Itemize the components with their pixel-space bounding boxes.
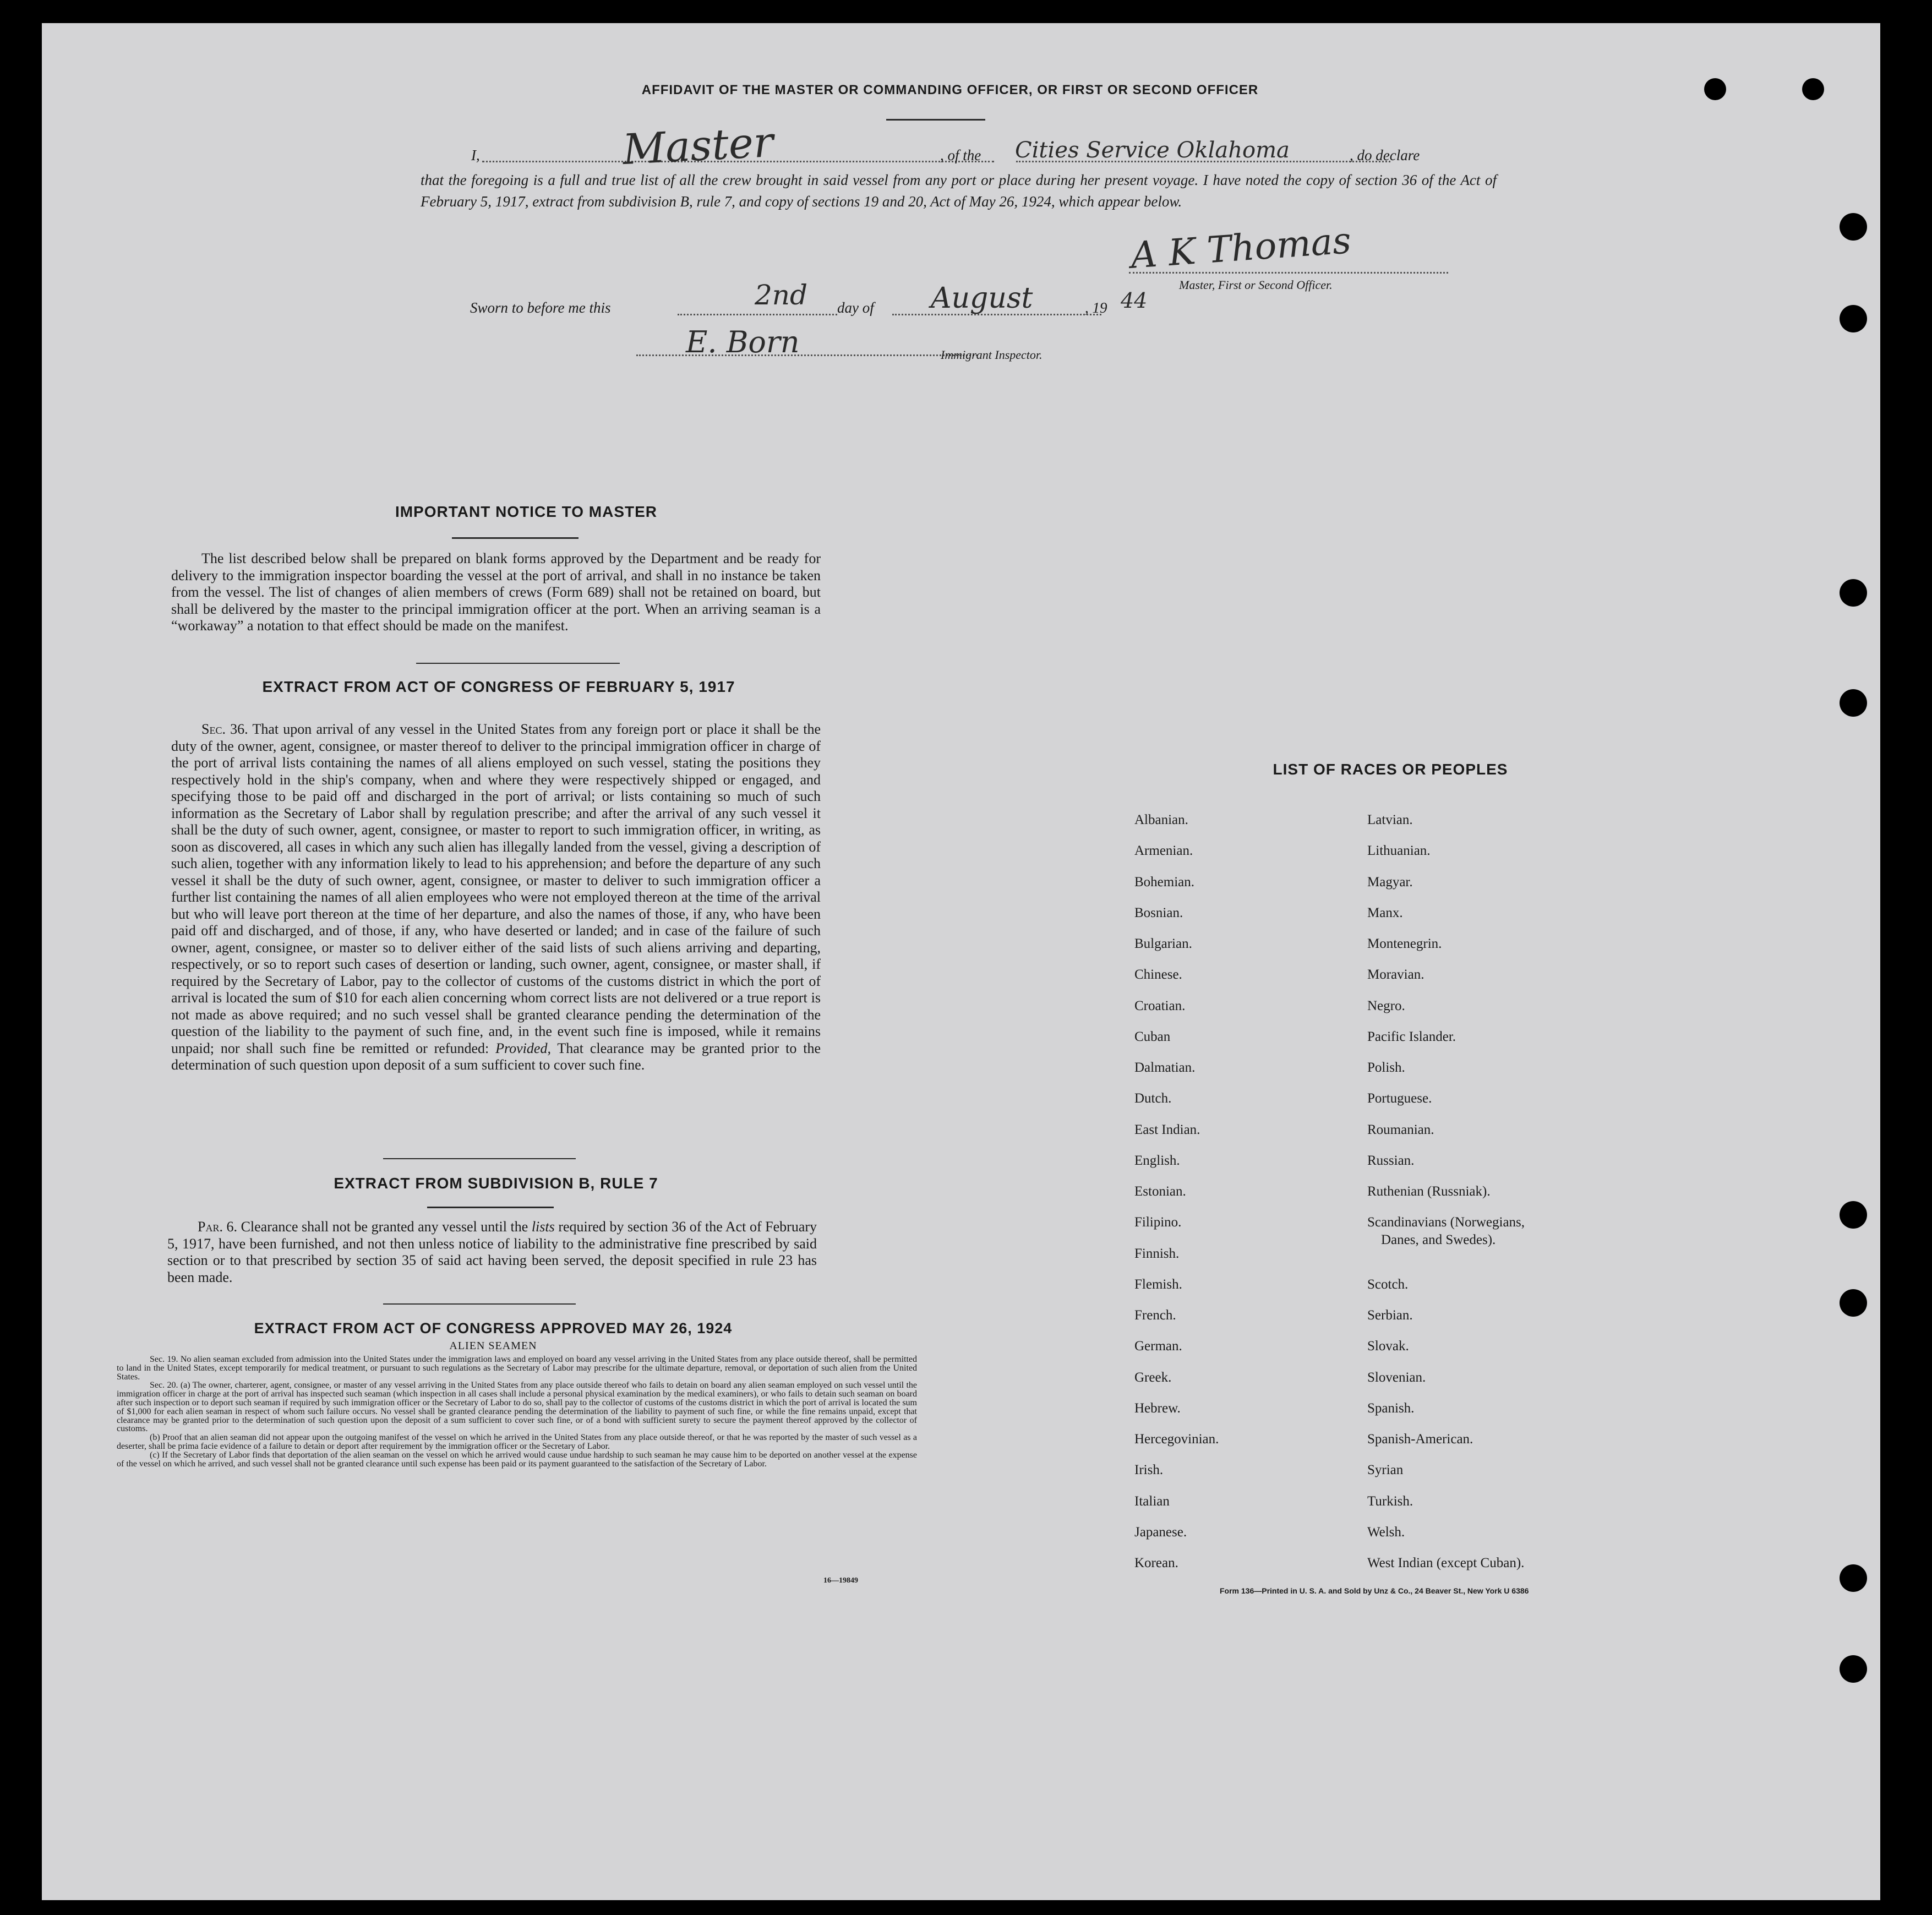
race-item: Hebrew.	[1134, 1401, 1181, 1416]
punch-hole	[1704, 78, 1726, 100]
race-item: Albanian.	[1134, 812, 1188, 827]
master-label: Master, First or Second Officer.	[1179, 278, 1333, 292]
race-item: Polish.	[1367, 1060, 1405, 1075]
divider	[427, 1207, 554, 1208]
print-code: 16—19849	[823, 1576, 858, 1585]
race-item: Cuban	[1134, 1029, 1171, 1044]
race-item: Armenian.	[1134, 843, 1193, 858]
rule7-body-a: Clearance shall not be granted any vessel until the	[241, 1219, 528, 1235]
sec36-body: That upon arrival of any vessel in the United States from any foreign port or place it shall be the duty of the owner, agent, consignee, or master thereof to deliver to the principal immigration officer in charge of the port of arrival lists containing the names of all aliens employed on such vessel, stating the positions they respectively hold in the ship's company, when and where they were respectively shipped or engaged, and specifying those to be paid off and discharged in the port of arrival; or lists containing so much of such information as the Secretary of Labor shall by regulation prescribe; and after the arrival of any such vessel it shall be the duty of such owner, agent, consignee, or master to report to such immigration officer, in writing, as soon as discovered, all cases in which any such alien has illegally landed from the vessel, giving a description of such alien, together with any information likely to lead to his apprehension; and before the departure of any such vessel it shall be the duty of such owner, agent, consignee, or master to deliver to such immigration officer a further list containing the names of all alien employees who were not employed thereon at the time of the arrival but who will leave port thereon at the time of her departure, and also the names of those, if any, who have been paid off and discharged, and of those, if any, who have deserted or landed; and in case of the failure of such owner, agent, consignee, or master so to deliver either of the said lists of such aliens arriving and departing, respectively, or so to report such cases of desertion or landing, such owner, agent, consignee, or master shall, if required by the Secretary of Labor, pay to the collector of customs of the customs district in which the port of arrival is located the sum of $10 for each alien concerning whom correct lists are not delivered or a true report is not made as above required; and no such vessel shall be granted clearance pending the determination of the question of the liability to the payment of such fine, and, in the event such fine is imposed, while it remains unpaid; nor shall such fine be remitted or refunded:	[171, 721, 821, 1056]
race-item: Slovak.	[1367, 1339, 1409, 1354]
alien-seamen-subheading: ALIEN SEAMEN	[449, 1340, 537, 1352]
race-item: Pacific Islander.	[1367, 1029, 1456, 1044]
inspector-line	[636, 354, 978, 356]
punch-hole	[1840, 1289, 1867, 1317]
race-item: Roumanian.	[1367, 1122, 1434, 1137]
race-item: Welsh.	[1367, 1525, 1405, 1540]
master-signature: A K Thomas	[1129, 219, 1353, 277]
race-item: Magyar.	[1367, 875, 1413, 890]
sec36-label: Sec. 36.	[201, 721, 248, 737]
race-item: Slovenian.	[1367, 1370, 1426, 1385]
race-item: East Indian.	[1134, 1122, 1200, 1137]
race-item: Negro.	[1367, 999, 1405, 1013]
race-item: Dutch.	[1134, 1091, 1172, 1106]
race-item: Bohemian.	[1134, 875, 1195, 890]
punch-hole	[1840, 305, 1867, 332]
punch-hole	[1840, 579, 1867, 607]
document-page	[42, 23, 1880, 1900]
race-item: Italian	[1134, 1494, 1170, 1509]
race-item: Finnish.	[1134, 1246, 1180, 1261]
rule7-heading: EXTRACT FROM SUBDIVISION B, RULE 7	[334, 1175, 658, 1192]
sec20c-text: (c) If the Secretary of Labor finds that deportation of the alien seaman on the vessel on which he arrived would cause undue hardship to such seaman he may cause him to be deported on another vessel at the expense of the vessel on which he arrived, and such vessel shall not be granted clearance until such expense has been paid or its payment guaranteed to the satisfaction of the Secretary of Labor.	[117, 1450, 917, 1469]
race-item: Chinese.	[1134, 967, 1182, 982]
divider	[383, 1303, 576, 1305]
handwritten-rank: Master	[621, 117, 775, 174]
day-line	[678, 314, 837, 315]
handwritten-day: 2nd	[755, 279, 808, 311]
do-declare-label: , do declare	[1350, 147, 1420, 163]
year-prefix: , 19	[1085, 299, 1107, 316]
act1924-heading: EXTRACT FROM ACT OF CONGRESS APPROVED MAY 26, 1924	[254, 1320, 733, 1336]
punch-hole	[1802, 78, 1824, 100]
races-heading: LIST OF RACES OR PEOPLES	[1273, 761, 1508, 778]
race-item-continuation: Danes, and Swedes).	[1381, 1232, 1496, 1247]
race-item: Portuguese.	[1367, 1091, 1432, 1106]
race-item: Russian.	[1367, 1153, 1415, 1168]
affidavit-text: that the foregoing is a full and true list of all the crew brought in said vessel from any port or place during her present voyage. I have noted the copy of section 36 of the Act of February 5, 1917, extract from subdivision B, rule 7, and copy of sections 19 and 20, Act of May 26, 1924, which appear below.	[421, 172, 1497, 210]
race-item: Bulgarian.	[1134, 936, 1192, 951]
race-item: Latvian.	[1367, 812, 1413, 827]
race-item: Ruthenian (Russniak).	[1367, 1184, 1491, 1199]
notice-heading: IMPORTANT NOTICE TO MASTER	[395, 503, 658, 520]
sec36-body-end: That clearance may be granted prior to the determination of such question upon deposit of a sum sufficient to cover such fine.	[171, 1040, 821, 1073]
race-item: Turkish.	[1367, 1494, 1413, 1509]
lists-word: lists	[531, 1219, 555, 1235]
handwritten-year: 44	[1121, 288, 1148, 313]
race-item: Croatian.	[1134, 999, 1186, 1013]
race-item: Moravian.	[1367, 967, 1425, 982]
notice-text: The list described below shall be prepared on blank forms approved by the Department and be ready for delivery to the immigration inspector boarding the vessel at the port of arrival, and shall in no instance be taken from the vessel. The list of changes of alien members of crews (Form 689) shall not be retained on board, but shall be delivered by the master to the principal immigration officer at the port. When an arriving seaman is a “workaway” a notation to that effect should be made on the manifest.	[171, 550, 821, 634]
race-item: Filipino.	[1134, 1215, 1182, 1230]
race-item: Bosnian.	[1134, 905, 1183, 920]
sec20a-text: Sec. 20. (a) The owner, charterer, agent, consignee, or master of any vessel arriving in the United States from any place outside thereof who fails to detain on board any alien seaman employed on such vessel until the immigration officer in charge at the port of arrival has inspected such seaman (which inspection in all cases shall include a personal physical examination by the medical examiners), or who fails to detain such seaman on board after such inspection or to deport such seaman if required by such immigration officer or the Secretary of Labor to do so, shall pay to the collector of customs of the customs district in which the port of arrival is located the sum of $1,000 for each alien seaman in respect of whom such failure occurs. No vessel shall be granted clearance pending the determination of the liability to payment of such fine, or while the fine remains unpaid, except that clearance may be granted prior to the determination of such question upon the deposit of a sum sufficient to cover such fine, or of a bond with sufficient surety to secure the payment thereof approved by the collector of customs.	[117, 1381, 917, 1434]
provided-word: Provided,	[495, 1040, 551, 1056]
form-note: Form 136—Printed in U. S. A. and Sold by Unz & Co., 24 Beaver St., New York U 6386	[1220, 1586, 1529, 1595]
race-item: Spanish-American.	[1367, 1432, 1473, 1447]
race-item: West Indian (except Cuban).	[1367, 1556, 1525, 1570]
divider	[886, 119, 985, 121]
race-item: French.	[1134, 1308, 1176, 1323]
race-item: Greek.	[1134, 1370, 1172, 1385]
race-item: Irish.	[1134, 1463, 1164, 1477]
act1917-text	[171, 721, 821, 1074]
par6-label: Par. 6.	[198, 1219, 238, 1235]
race-item: Hercegovinian.	[1134, 1432, 1219, 1447]
handwritten-vessel: Cities Service Oklahoma	[1015, 138, 1290, 163]
i-label: I,	[471, 147, 480, 163]
race-item: Scandinavians (Norwegians,	[1367, 1215, 1525, 1230]
punch-hole	[1840, 1655, 1867, 1683]
sec20b-text: (b) Proof that an alien seaman did not appear upon the outgoing manifest of the vessel on which he arrived in the United States from any place outside thereof, or that he was reported by the master of such vessel as a deserter, shall be prima facie evidence of a failure to detain or deport after requirement by the immigration officer or the Secretary of Labor.	[117, 1433, 917, 1451]
inspector-signature: E. Born	[686, 325, 800, 359]
sec19-text: Sec. 19. No alien seaman excluded from admission into the United States under the immigration laws and employed on board any vessel arriving in the United States from any place outside thereof, shall be permitted to land in the United States, except temporarily for medical treatment, or pursuant to such regulations as the Secretary of Labor may prescribe for the ultimate departure, removal, or deportation of such alien from the United States.	[117, 1355, 917, 1382]
race-item: Serbian.	[1367, 1308, 1413, 1323]
sworn-label: Sworn to before me this	[470, 299, 611, 316]
inspector-label: Immigrant Inspector.	[941, 348, 1043, 362]
punch-hole	[1840, 213, 1867, 241]
act1917-heading: EXTRACT FROM ACT OF CONGRESS OF FEBRUARY 5, 1917	[262, 678, 735, 695]
divider	[416, 663, 620, 664]
punch-hole	[1840, 1564, 1867, 1592]
race-item: Lithuanian.	[1367, 843, 1431, 858]
race-item: Japanese.	[1134, 1525, 1187, 1540]
act1924-body	[117, 1355, 917, 1468]
race-item: Korean.	[1134, 1556, 1178, 1570]
divider	[383, 1158, 576, 1159]
handwritten-month: August	[931, 282, 1033, 315]
punch-hole	[1840, 1201, 1867, 1229]
divider	[452, 537, 578, 539]
race-item: Manx.	[1367, 905, 1403, 920]
race-item: Spanish.	[1367, 1401, 1415, 1416]
race-item: Dalmatian.	[1134, 1060, 1196, 1075]
race-item: Syrian	[1367, 1463, 1404, 1477]
race-item: Montenegrin.	[1367, 936, 1442, 951]
of-the-label: , of the	[940, 147, 981, 163]
punch-hole	[1840, 689, 1867, 717]
race-item: German.	[1134, 1339, 1182, 1354]
race-item: Scotch.	[1367, 1277, 1409, 1292]
race-item: Estonian.	[1134, 1184, 1186, 1199]
affidavit-heading: AFFIDAVIT OF THE MASTER OR COMMANDING OFFICER, OR FIRST OR SECOND OFFICER	[641, 83, 1259, 97]
rule7-body-b: required by section 36 of the Act of February 5, 1917, have been furnished, and not then unless notice of liability to the administrative fine prescribed by said section or to that prescribed by section 35 of said act having been served, the deposit specified in rule 23 has been made.	[167, 1219, 817, 1285]
day-of-label: day of	[837, 299, 874, 316]
race-item: Flemish.	[1134, 1277, 1182, 1292]
rule7-text	[167, 1219, 817, 1286]
signature-line	[1129, 272, 1448, 274]
race-item: English.	[1134, 1153, 1180, 1168]
